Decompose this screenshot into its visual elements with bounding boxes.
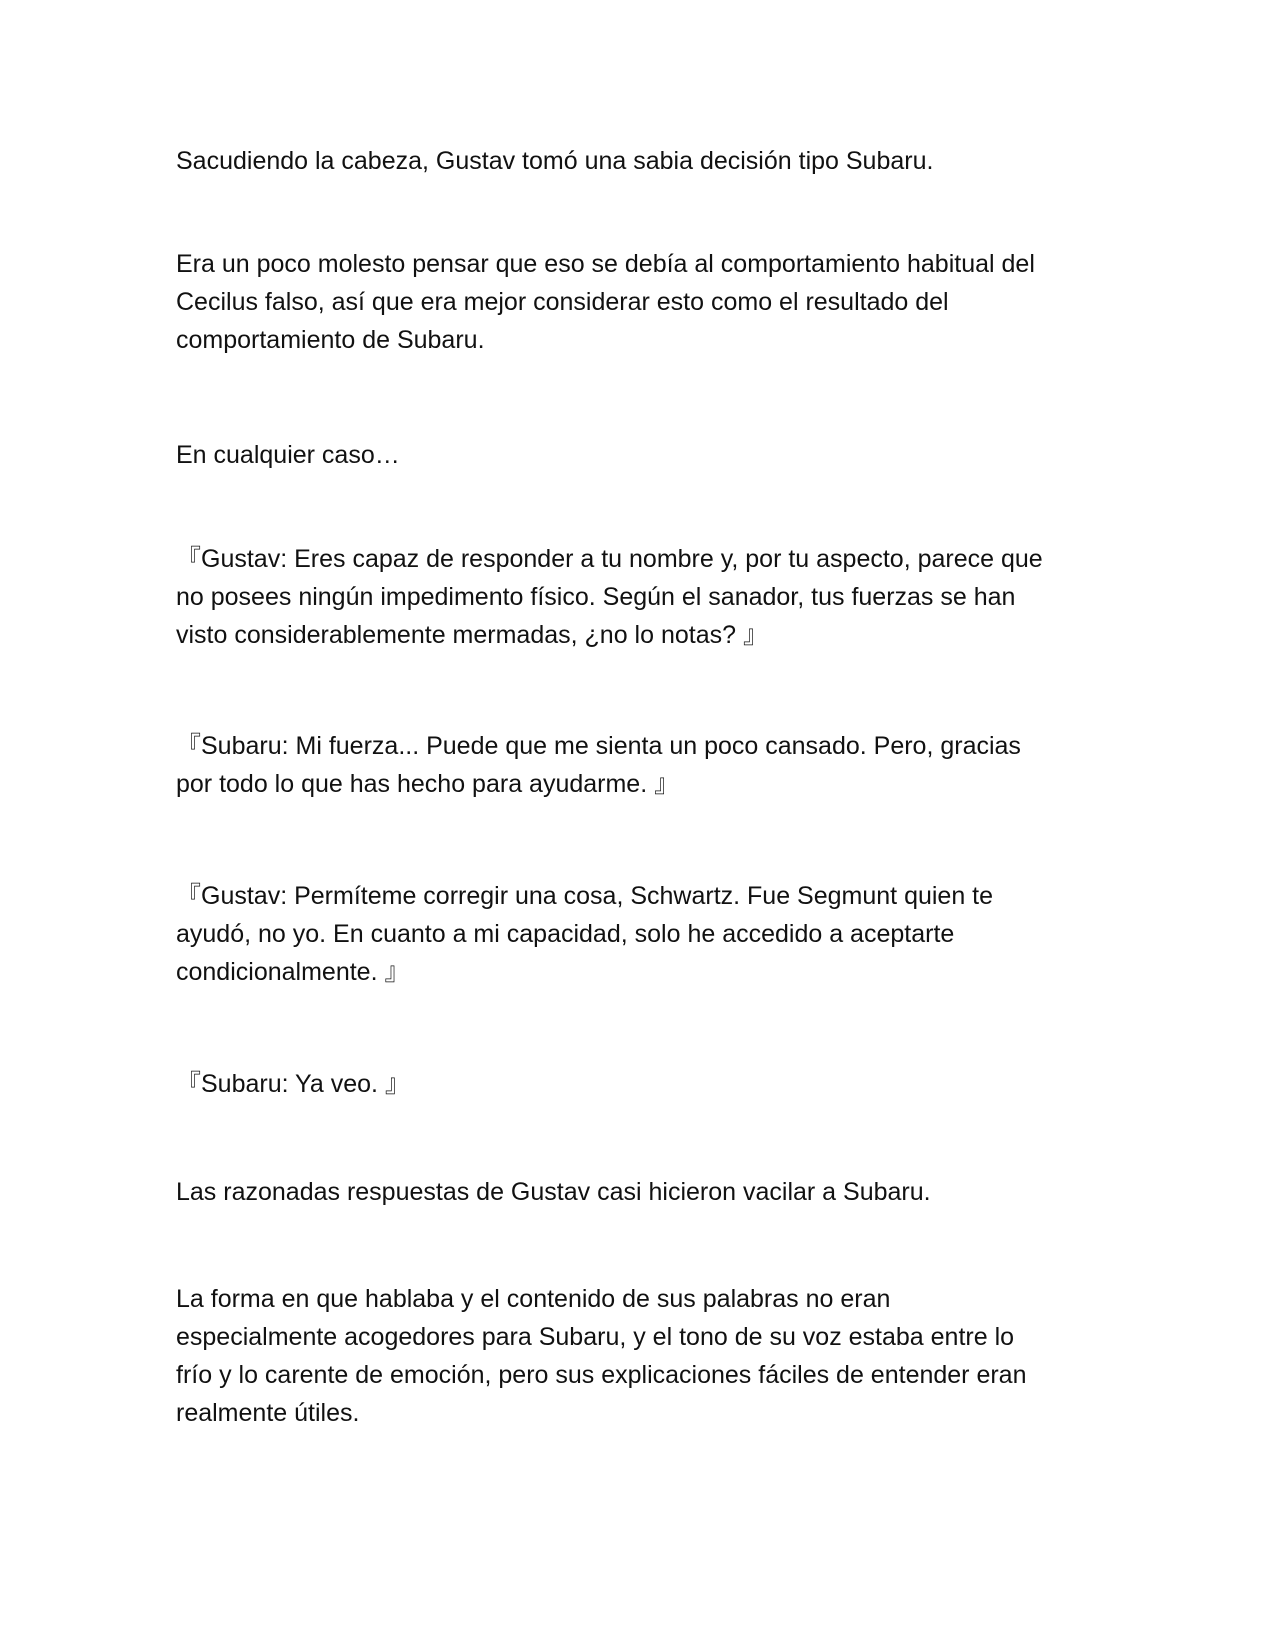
text-line: condicionalmente. 』 — [176, 958, 410, 986]
paragraph-2 — [176, 245, 1106, 359]
text-line: visto considerablemente mermadas, ¿no lo notas? 』 — [176, 621, 768, 649]
text-line: ayudó, no yo. En cuanto a mi capacidad, solo he accedido a aceptarte — [176, 920, 955, 948]
text-line: En cualquier caso… — [176, 441, 400, 469]
paragraph-1 — [176, 142, 1106, 180]
text-line: 『Subaru: Ya veo. 』 — [176, 1070, 410, 1098]
text-line: especialmente acogedores para Subaru, y el tono de su voz estaba entre lo — [176, 1323, 1015, 1351]
text-line: Las razonadas respuestas de Gustav casi hicieron vacilar a Subaru. — [176, 1178, 931, 1206]
dialogue-gustav-1 — [176, 540, 1106, 654]
dialogue-subaru-1 — [176, 727, 1106, 803]
text-line: Era un poco molesto pensar que eso se debía al comportamiento habitual del — [176, 250, 1035, 278]
text-line: Sacudiendo la cabeza, Gustav tomó una sabia decisión tipo Subaru. — [176, 147, 934, 175]
text-line: 『Subaru: Mi fuerza... Puede que me sienta un poco cansado. Pero, gracias — [176, 732, 1021, 760]
text-line: Cecilus falso, así que era mejor considerar esto como el resultado del — [176, 288, 949, 316]
text-line: por todo lo que has hecho para ayudarme. 』 — [176, 770, 680, 798]
text-line: frío y lo carente de emoción, pero sus explicaciones fáciles de entender eran — [176, 1361, 1027, 1389]
text-line: realmente útiles. — [176, 1399, 360, 1427]
text-line: La forma en que hablaba y el contenido de sus palabras no eran — [176, 1285, 891, 1313]
text-line: 『Gustav: Permíteme corregir una cosa, Schwartz. Fue Segmunt quien te — [176, 882, 994, 910]
text-line: comportamiento de Subaru. — [176, 326, 485, 354]
text-line: no posees ningún impedimento físico. Según el sanador, tus fuerzas se han — [176, 583, 1016, 611]
text-line: 『Gustav: Eres capaz de responder a tu nombre y, por tu aspecto, parece que — [176, 545, 1043, 573]
paragraph-8 — [176, 1173, 1106, 1211]
paragraph-3 — [176, 436, 1106, 474]
dialogue-subaru-2 — [176, 1065, 1106, 1103]
dialogue-gustav-2 — [176, 877, 1106, 991]
paragraph-9 — [176, 1280, 1106, 1432]
